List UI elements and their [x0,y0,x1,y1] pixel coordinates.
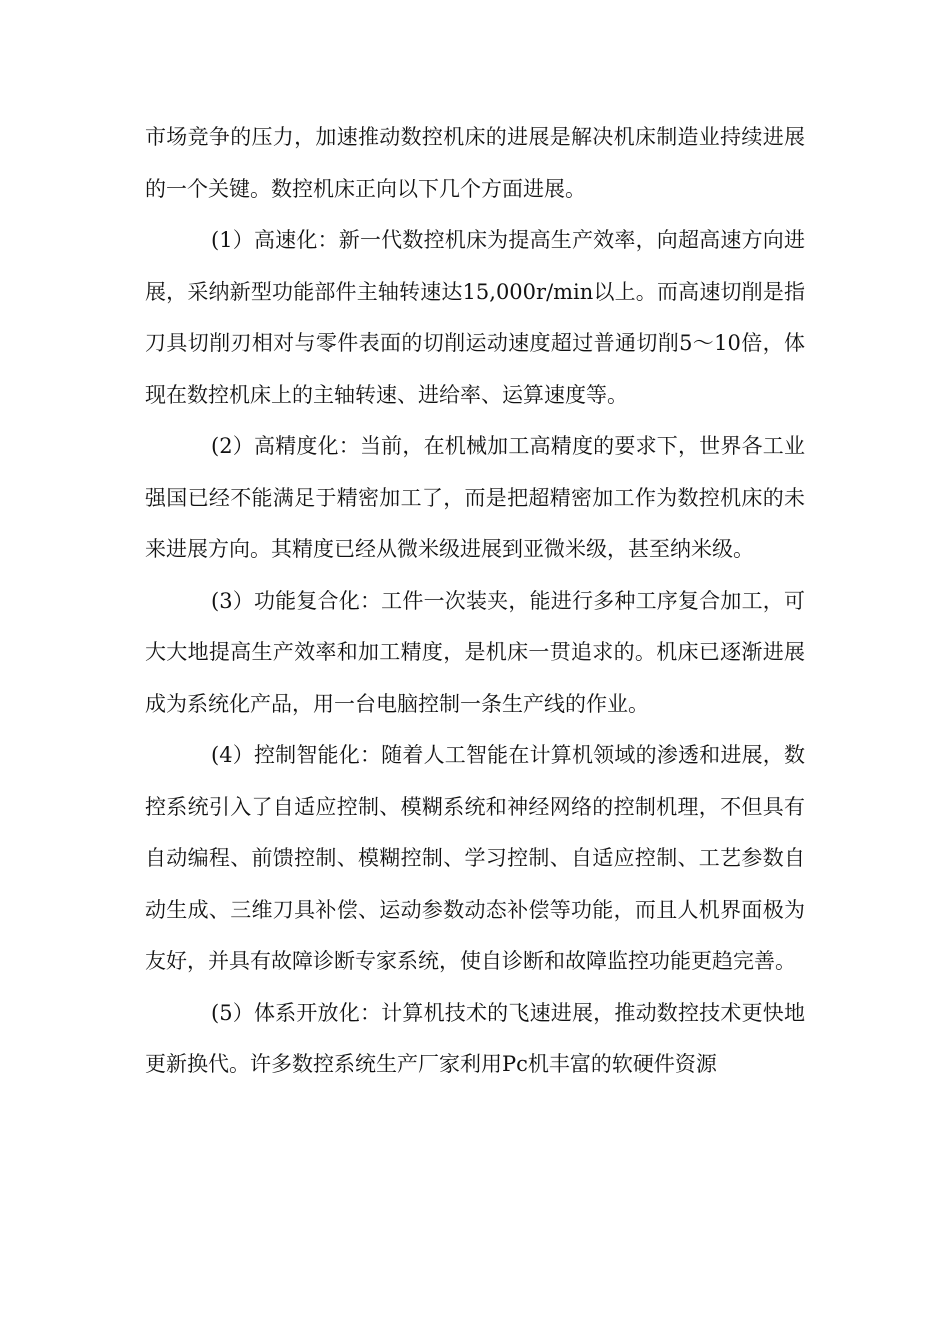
paragraph-intro-continuation: 市场竞争的压力，加速推动数控机床的进展是解决机床制造业持续进展的一个关键。数控机床正向以下几个方面进展。 [145,125,805,201]
paragraph-function-compound: (3）功能复合化：工件一次装夹，能进行多种工序复合加工，可大大地提高生产效率和加工精度，是机床一贯追求的。机床已逐渐进展成为系统化产品，用一台电脑控制一条生产线的作业。 [145,588,805,716]
paragraph-intelligent-control: (4）控制智能化：随着人工智能在计算机领域的渗透和进展，数控系统引入了自适应控制、模糊系统和神经网络的控制机理，不但具有自动编程、前馈控制、模糊控制、学习控制、自适应控制、工艺参数自动生成、三维刀具补偿、运动参数动态补偿等功能，而且人机界面极为友好，并具有故障诊断专家系统，使自诊断和故障监控功能更趋完善。 [145,743,805,973]
paragraph-open-system: (5）体系开放化：计算机技术的飞速进展，推动数控技术更快地更新换代。许多数控系统生产厂家利用Pc机丰富的软硬件资源 [145,1000,805,1076]
paragraph-high-speed: (1）高速化：新一代数控机床为提高生产效率，向超高速方向进展，采纳新型功能部件主轴转速达15,000r/min以上。而高速切削是指刀具切削刃相对与零件表面的切削运动速度超过普通切削5～10倍，体现在数控机床上的主轴转速、进给率、运算速度等。 [145,228,805,407]
document-body [145,112,805,1091]
paragraph-high-precision: (2）高精度化：当前，在机械加工高精度的要求下，世界各工业强国已经不能满足于精密加工了，而是把超精密加工作为数控机床的未来进展方向。其精度已经从微米级进展到亚微米级，甚至纳米级。 [145,434,805,561]
